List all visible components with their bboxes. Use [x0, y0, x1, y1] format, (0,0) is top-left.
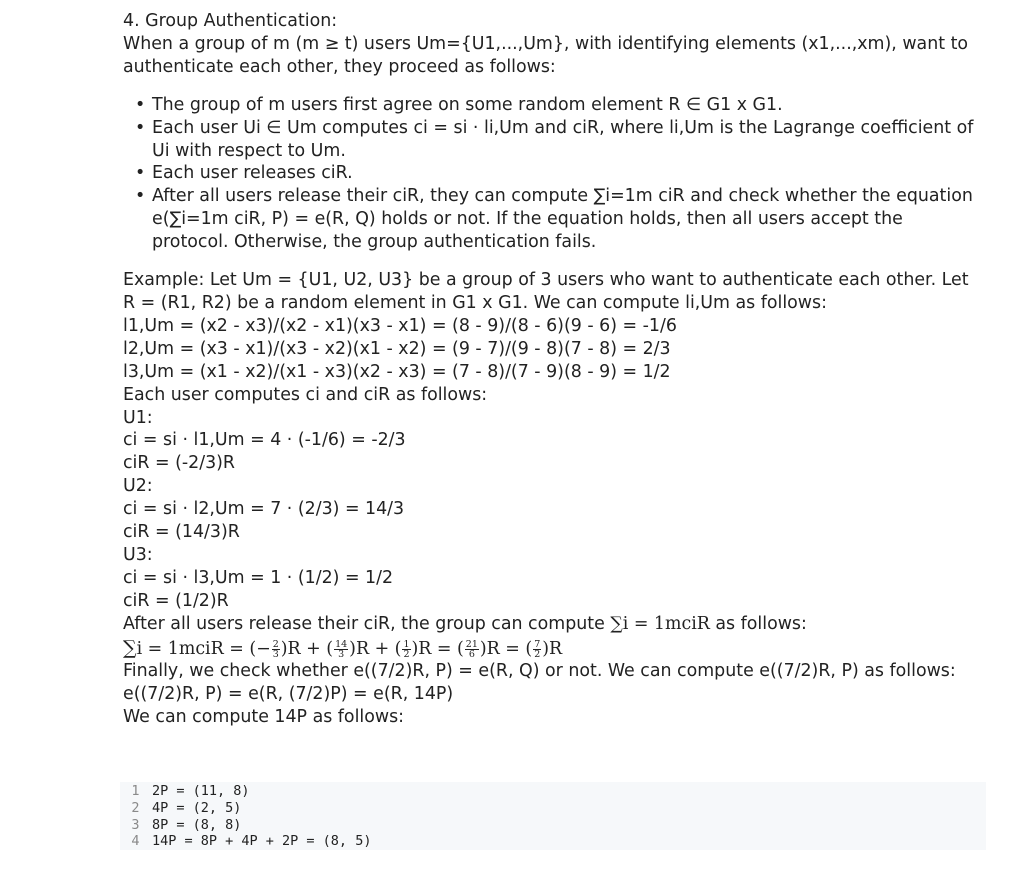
list-item: • Each user Ui ∈ Um computes ci = si · li,Um and ciR, where li,Um is the Lagrange coefficient of Ui with respect to Um. [152, 117, 983, 163]
fraction [334, 640, 348, 659]
section-heading: 4. Group Authentication: [123, 11, 338, 31]
protocol-steps-list [123, 94, 983, 254]
code-text: 2P = (11, 8) [152, 783, 250, 799]
list-item: • The group of m users first agree on some random element R ∈ G1 x G1. [152, 94, 983, 117]
release-math: ∑i = 1mciR [610, 613, 710, 634]
line-number: 4 [131, 833, 140, 850]
fraction [272, 640, 280, 659]
formula-text: )R = ( [479, 638, 533, 659]
fraction-denominator: 3 [338, 648, 345, 660]
formula-text: )R [542, 638, 563, 659]
fraction-numerator: 21 [465, 638, 478, 650]
formula-lhs: i = 1mciR = [136, 638, 250, 659]
fraction-denominator: 3 [272, 648, 279, 660]
formula-text: (− [249, 638, 271, 659]
formula-text: )R + ( [349, 638, 402, 659]
document-body [123, 10, 983, 729]
release-suffix: as follows: [709, 613, 807, 634]
fraction-numerator: 2 [272, 638, 279, 650]
example-intro: Example: Let Um = {U1, U2, U3} be a group of 3 users who want to authenticate each other. Let R = (R1, R2) be a random element in G1 x G1. We can compute li,Um as follows: [123, 270, 969, 313]
fraction-denominator: 2 [403, 648, 410, 660]
check-line: Finally, we check whether e((7/2)R, P) = e(R, Q) or not. We can compute e((7/2)R, P) as follows: [123, 661, 956, 682]
fraction [465, 640, 479, 659]
sum-formula [123, 637, 983, 661]
pairing-line: e((7/2)R, P) = e(R, (7/2)P) = e(R, 14P) [123, 684, 454, 705]
user-label: U1: [123, 407, 153, 428]
user-label: U3: [123, 544, 153, 565]
lagrange-line: l3,Um = (x1 - x2)/(x1 - x3)(x2 - x3) = (7 - 8)/(7 - 9)(8 - 9) = 1/2 [123, 361, 671, 382]
user-ci-line: ci = si · l1,Um = 4 · (-1/6) = -2/3 [123, 430, 406, 451]
formula-text: )R = ( [411, 638, 464, 659]
user-label: U2: [123, 476, 153, 497]
sum-symbol: ∑ [123, 636, 137, 659]
fraction-denominator: 6 [468, 648, 475, 660]
user-ci-line: ci = si · l3,Um = 1 · (1/2) = 1/2 [123, 567, 394, 588]
fraction [533, 640, 541, 659]
fraction-denominator: 2 [534, 648, 541, 660]
fraction-numerator: 7 [534, 638, 541, 650]
lagrange-line: l1,Um = (x2 - x3)/(x2 - x1)(x3 - x1) = (8 - 9)/(8 - 6)(9 - 6) = -1/6 [123, 315, 677, 336]
compute-intro: Each user computes ci and ciR as follows: [123, 384, 488, 405]
lagrange-line: l2,Um = (x3 - x1)/(x3 - x2)(x1 - x2) = (9 - 7)/(9 - 8)(7 - 8) = 2/3 [123, 338, 671, 359]
code-text: 14P = 8P + 4P + 2P = (8, 5) [152, 833, 372, 850]
code-block [120, 782, 986, 850]
formula-text: )R + ( [280, 638, 334, 659]
line-number: 2 [131, 799, 140, 816]
list-item: • Each user releases ciR. [152, 162, 983, 185]
user-cir-line: ciR = (-2/3)R [123, 453, 236, 474]
compute-14p-line: We can compute 14P as follows: [123, 707, 405, 728]
release-line [123, 613, 983, 636]
fraction [402, 640, 410, 659]
user-cir-line: ciR = (1/2)R [123, 590, 229, 611]
intro-paragraph: When a group of m (m ≥ t) users Um={U1,...,Um}, with identifying elements (x1,...,xm), want to authenticate each other, they proceed as follows: [123, 33, 969, 77]
code-line [120, 817, 986, 834]
list-item: • After all users release their ciR, they can compute ∑i=1m ciR and check whether the equation e(∑i=1m ciR, P) = e(R, Q) holds or not. If the equation holds, then all users accept the protocol. Otherwise, the group authentication fails. [152, 185, 983, 254]
code-line [120, 800, 986, 817]
line-number: 3 [131, 816, 140, 833]
user-cir-line: ciR = (14/3)R [123, 522, 240, 543]
code-line [120, 783, 986, 800]
code-line [120, 833, 986, 850]
release-text: After all users release their ciR, the group can compute [123, 613, 605, 634]
line-number: 1 [131, 783, 140, 799]
code-text: 4P = (2, 5) [152, 799, 242, 816]
fraction-numerator: 14 [335, 638, 348, 650]
user-ci-line: ci = si · l2,Um = 7 · (2/3) = 14/3 [123, 499, 405, 520]
fraction-numerator: 1 [403, 638, 410, 650]
code-text: 8P = (8, 8) [152, 816, 242, 833]
